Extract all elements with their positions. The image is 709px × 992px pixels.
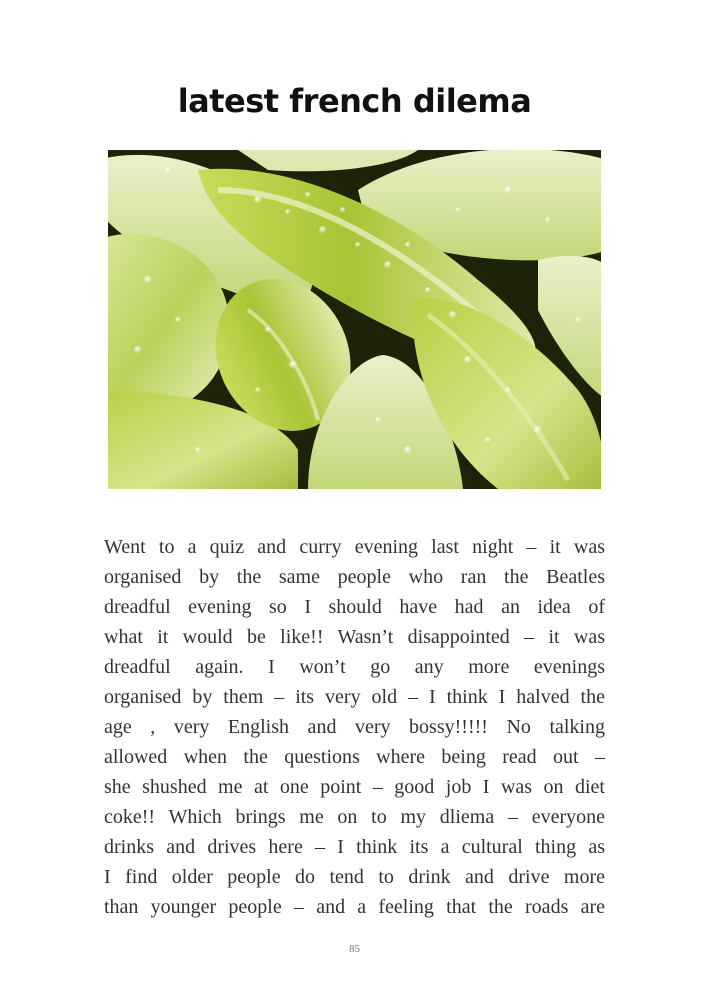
body-line: drinks and drives here – I think its a cultural thing as <box>104 836 605 858</box>
page-number: 85 <box>349 943 360 955</box>
body-line: Went to a quiz and curry evening last night – it was <box>104 536 605 558</box>
body-line: than younger people – and a feeling that the roads are <box>104 896 605 918</box>
endive-photo <box>108 150 601 489</box>
body-line: she shushed me at one point – good job I was on diet <box>104 776 605 798</box>
body-line: organised by them – its very old – I think I halved the <box>104 686 605 708</box>
body-line: I find older people do tend to drink and drive more <box>104 866 605 888</box>
body-line: coke!! Which brings me on to my dliema – everyone <box>104 806 605 828</box>
body-line: dreadful again. I won’t go any more evenings <box>104 656 605 678</box>
page-title: latest french dilema <box>177 82 532 120</box>
body-line: what it would be like!! Wasn’t disappointed – it was <box>104 626 605 648</box>
body-paragraph <box>104 532 605 922</box>
body-line: age , very English and very bossy!!!!! No talking <box>104 716 605 738</box>
body-line: dreadful evening so I should have had an idea of <box>104 596 605 618</box>
body-line: organised by the same people who ran the Beatles <box>104 566 605 588</box>
body-line: allowed when the questions where being read out – <box>104 746 605 768</box>
